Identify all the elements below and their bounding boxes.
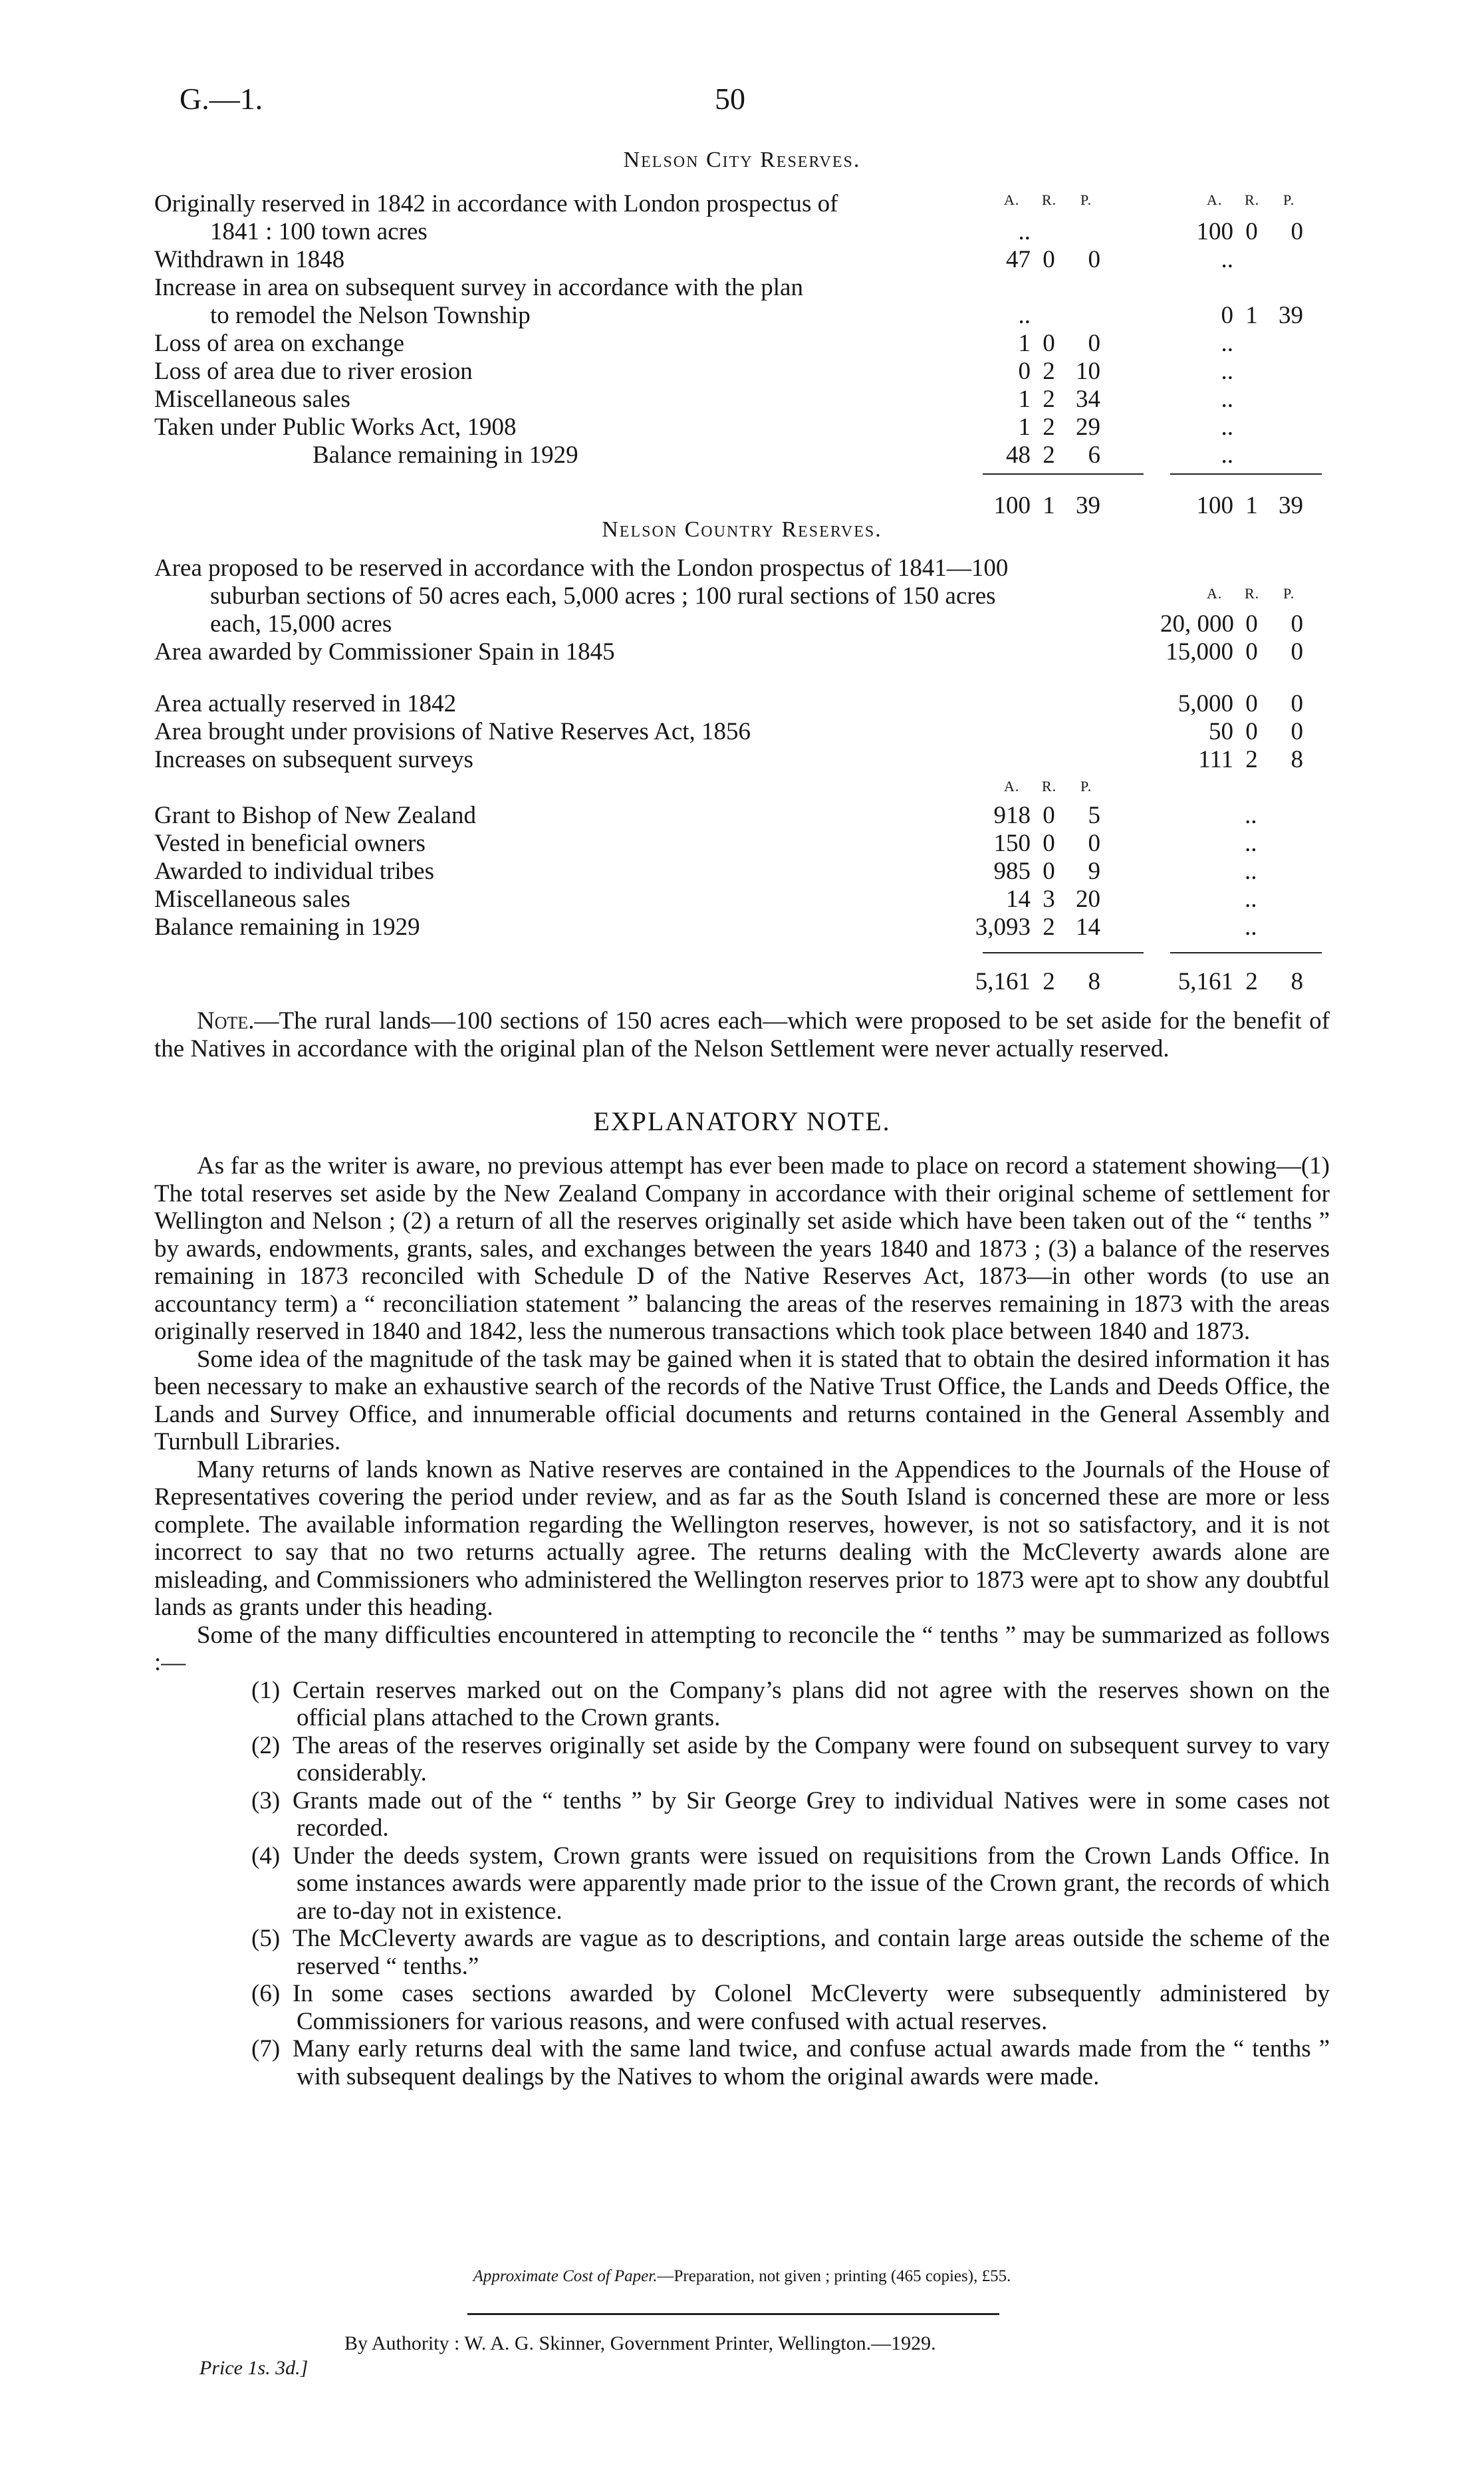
country-row-label: Grant to Bishop of New Zealand — [154, 802, 476, 829]
country-mid-perches: 5 — [1088, 802, 1100, 829]
explanatory-paragraph: Some idea of the magnitude of the task may be gained when it is stated that to obtain the desired information it has been necessary to make an exhaustive search of the records of the Native Trust Office, the Lands and Deeds Office, the Lands and Survey Office, and innumerable official documents and returns contained in the General Assembly and Turnbull Libraries. — [154, 1345, 1330, 1455]
country-proposed-roods: 0 — [1245, 610, 1258, 638]
city-total-rule — [983, 473, 1144, 475]
difficulty-number: (6) — [251, 1980, 281, 2007]
city-total-mid-roods: 1 — [1043, 492, 1055, 519]
city-total-right-acres: 100 — [1196, 492, 1233, 519]
dots-placeholder: .. — [1245, 886, 1257, 913]
col-head-perches: P. — [1080, 191, 1092, 208]
city-mid-roods: 0 — [1043, 330, 1055, 357]
country-spain-acres: 15,000 — [1166, 638, 1233, 666]
city-total-right-perches: 39 — [1279, 492, 1303, 519]
dots-placeholder: .. — [1245, 914, 1257, 941]
difficulty-number: (5) — [251, 1925, 281, 1952]
explanatory-paragraph: Some of the many difficulties encountered in attempting to reconcile the “ tenths ” may be summarized as follows :— — [154, 1621, 1330, 1676]
printer-authority: By Authority : W. A. G. Skinner, Government Printer, Wellington.—1929. — [344, 2332, 936, 2354]
city-right-perches: 39 — [1279, 302, 1303, 329]
city-mid-roods: 0 — [1043, 246, 1055, 273]
city-mid-perches: 29 — [1076, 414, 1100, 441]
cost-label: Approximate Cost of Paper. — [473, 2267, 658, 2285]
country-row-label: Increases on subsequent surveys — [154, 746, 473, 773]
country-right-roods: 0 — [1245, 690, 1258, 717]
country-total-rule — [1170, 952, 1322, 953]
country-mid-roods: 0 — [1043, 830, 1055, 857]
city-mid-acres: 1 — [1018, 386, 1031, 413]
country-right-perches: 0 — [1291, 718, 1303, 745]
difficulty-number: (3) — [251, 1787, 281, 1814]
city-mid-roods: 2 — [1043, 386, 1055, 413]
country-row-label: Vested in beneficial owners — [154, 830, 426, 857]
city-mid-acres: 0 — [1018, 358, 1031, 385]
country-mid-acres: 918 — [993, 802, 1031, 829]
difficulty-number: (4) — [251, 1842, 281, 1870]
city-total-mid-perches: 39 — [1076, 492, 1100, 519]
country-right-roods: 2 — [1245, 746, 1258, 773]
country-row-label: Miscellaneous sales — [154, 886, 350, 913]
difficulty-text: In some cases sections awarded by Colonel McCleverty were subsequently administered by Commissioners for various reasons, and were confused with actual reserves. — [293, 1980, 1330, 2035]
country-row-label: Area actually reserved in 1842 — [154, 690, 457, 717]
country-row-label: Balance remaining in 1929 — [154, 914, 420, 941]
city-mid-perches: 0 — [1088, 330, 1100, 357]
city-mid-acres: .. — [1018, 218, 1031, 245]
city-right-acres: .. — [1221, 358, 1233, 385]
col-head-perches: P. — [1283, 191, 1295, 208]
difficulty-item — [154, 1677, 1330, 1732]
country-mid-acres: 150 — [993, 830, 1031, 857]
difficulty-item — [154, 1732, 1330, 1787]
city-right-acres: 0 — [1221, 302, 1233, 329]
country-proposed-perches: 0 — [1291, 610, 1303, 638]
city-row-label: Loss of area on exchange — [154, 330, 404, 357]
city-row-label-cont: to remodel the Nelson Township — [210, 302, 531, 329]
city-right-acres: .. — [1221, 414, 1233, 441]
city-row-label: Loss of area due to river erosion — [154, 358, 473, 385]
explanatory-body — [154, 1152, 1330, 2090]
difficulty-text: Many early returns deal with the same land twice, and confuse actual awards made from the “ tenths ” with subsequent dealings by the Natives to whom the original awards were made. — [293, 2035, 1330, 2090]
cost-of-paper — [0, 2267, 1484, 2286]
city-row-label: Taken under Public Works Act, 1908 — [154, 414, 517, 441]
country-proposed-label: Area proposed to be reserved in accordance with the London prospectus of 1841—100 — [154, 555, 1009, 582]
country-spain-label: Area awarded by Commissioner Spain in 1845 — [154, 638, 615, 666]
difficulty-text: The areas of the reserves originally set aside by the Company were found on subsequent survey to vary considerably. — [293, 1731, 1330, 1787]
col-head-perches: P. — [1283, 585, 1295, 602]
country-right-perches: 0 — [1291, 690, 1303, 717]
city-total-mid-acres: 100 — [993, 492, 1031, 519]
country-right-acres: 5,000 — [1177, 690, 1233, 717]
dots-placeholder: .. — [1245, 858, 1257, 885]
country-mid-acres: 985 — [993, 858, 1031, 885]
city-row-label: Increase in area on subsequent survey in accordance with the plan — [154, 274, 803, 301]
country-row-label: Area brought under provisions of Native Reserves Act, 1856 — [154, 718, 751, 745]
col-head-roods: R. — [1042, 778, 1057, 795]
city-mid-acres: 47 — [1006, 246, 1031, 273]
country-mid-roods: 3 — [1043, 886, 1055, 913]
country-mid-perches: 9 — [1088, 858, 1100, 885]
country-row-label: Awarded to individual tribes — [154, 858, 434, 885]
country-total-mid-acres: 5,161 — [975, 968, 1031, 995]
city-mid-perches: 34 — [1076, 386, 1100, 413]
col-head-roods: R. — [1042, 191, 1057, 208]
col-head-acres: A. — [1207, 191, 1223, 208]
city-mid-perches: 10 — [1076, 358, 1100, 385]
country-proposed-acres: 20, 000 — [1160, 610, 1234, 638]
country-total-right-roods: 2 — [1245, 968, 1258, 995]
difficulty-text: Certain reserves marked out on the Company’s plans did not agree with the reserves shown on the official plans attached to the Crown grants. — [293, 1676, 1330, 1731]
explanatory-paragraph: As far as the writer is aware, no previous attempt has ever been made to place on record a statement showing—(1) The total reserves set aside by the New Zealand Company in accordance with their original scheme of settlement for Wellington and Nelson ; (2) a return of all the reserves originally set aside which have been taken out of the “ tenths ” by awards, endowments, grants, sales, and exchanges between the years 1840 and 1873 ; (3) a balance of the reserves remaining in 1873 reconciled with Schedule D of the Native Reserves Act, 1873—in other words (to use an accountancy term) a “ reconciliation statement ” balancing the areas of the reserves remaining in 1873 with the areas originally reserved in 1840 and 1842, less the numerous transactions which took place between 1840 and 1873. — [154, 1152, 1330, 1345]
country-proposed-label: each, 15,000 acres — [210, 610, 392, 638]
country-mid-perches: 20 — [1076, 886, 1100, 913]
city-right-acres: .. — [1221, 330, 1233, 357]
col-head-roods: R. — [1245, 191, 1260, 208]
footer-rule — [467, 2313, 999, 2315]
country-spain-roods: 0 — [1245, 638, 1258, 666]
country-total-rule — [983, 952, 1144, 953]
col-head-roods: R. — [1245, 585, 1260, 602]
dots-placeholder: .. — [1245, 802, 1257, 829]
country-total-right-acres: 5,161 — [1177, 968, 1233, 995]
country-mid-perches: 14 — [1076, 914, 1100, 941]
difficulty-number: (2) — [251, 1731, 281, 1759]
city-row-label: Originally reserved in 1842 in accordance with London prospectus of — [154, 190, 838, 217]
city-row-label: Balance remaining in 1929 — [312, 441, 578, 469]
country-note — [154, 1007, 1330, 1062]
city-row-label-cont: 1841 : 100 town acres — [210, 218, 428, 245]
city-mid-acres: 48 — [1006, 441, 1031, 469]
col-head-acres: A. — [1004, 191, 1020, 208]
country-total-mid-roods: 2 — [1043, 968, 1055, 995]
country-mid-acres: 14 — [1006, 886, 1031, 913]
city-mid-roods: 2 — [1043, 358, 1055, 385]
difficulty-item — [154, 1787, 1330, 1842]
city-mid-roods: 2 — [1043, 441, 1055, 469]
dots-placeholder: .. — [1245, 830, 1257, 857]
country-mid-roods: 2 — [1043, 914, 1055, 941]
page-number: 50 — [715, 82, 745, 116]
note-label: Note. — [197, 1007, 255, 1035]
country-total-mid-perches: 8 — [1088, 968, 1100, 995]
city-right-perches: 0 — [1291, 218, 1303, 245]
city-total-rule — [1170, 473, 1322, 475]
country-mid-roods: 0 — [1043, 802, 1055, 829]
country-right-acres: 111 — [1198, 746, 1233, 773]
city-mid-acres: 1 — [1018, 330, 1031, 357]
country-spain-perches: 0 — [1291, 638, 1303, 666]
city-mid-roods: 2 — [1043, 414, 1055, 441]
country-mid-acres: 3,093 — [975, 914, 1031, 941]
city-right-acres: .. — [1221, 441, 1233, 469]
col-head-perches: P. — [1080, 778, 1092, 795]
country-reserves-title: Nelson Country Reserves. — [602, 517, 882, 542]
city-right-roods: 0 — [1245, 218, 1258, 245]
city-right-acres: .. — [1221, 386, 1233, 413]
document-reference: G.—1. — [180, 82, 263, 116]
difficulty-text: The McCleverty awards are vague as to descriptions, and contain large areas outside the scheme of the reserved “ tenths.” — [293, 1925, 1330, 1980]
city-mid-acres: 1 — [1018, 414, 1031, 441]
city-row-label: Miscellaneous sales — [154, 386, 350, 413]
country-mid-perches: 0 — [1088, 830, 1100, 857]
explanatory-title: EXPLANATORY NOTE. — [593, 1106, 891, 1136]
explanatory-paragraph: Many returns of lands known as Native reserves are contained in the Appendices to the Journals of the House of Representatives covering the period under review, and as far as the South Island is concerned these are more or less complete. The available information regarding the Wellington reserves, however, is not so satisfactory, and it is not incorrect to say that no two returns actually agree. The returns dealing with the McCleverty awards alone are misleading, and Commissioners who administered the Wellington reserves prior to 1873 were apt to show any doubtful lands as grants under this heading. — [154, 1455, 1330, 1621]
city-total-right-roods: 1 — [1245, 492, 1258, 519]
price: Price 1s. 3d.] — [199, 2357, 309, 2379]
note-text: —The rural lands—100 sections of 150 acres each—which were proposed to be set aside for the benefit of the Natives in accordance with the original plan of the Nelson Settlement were never actually reserved. — [154, 1007, 1330, 1062]
difficulty-item — [154, 1842, 1330, 1925]
country-proposed-label: suburban sections of 50 acres each, 5,000 acres ; 100 rural sections of 150 acres — [210, 582, 996, 610]
country-right-perches: 8 — [1291, 746, 1303, 773]
city-mid-acres: .. — [1018, 302, 1031, 329]
difficulty-text: Grants made out of the “ tenths ” by Sir George Grey to individual Natives were in some cases not recorded. — [293, 1787, 1330, 1842]
col-head-acres: A. — [1207, 585, 1223, 602]
country-total-right-perches: 8 — [1291, 968, 1303, 995]
difficulty-number: (1) — [251, 1676, 281, 1704]
difficulty-number: (7) — [251, 2035, 281, 2062]
difficulty-text: Under the deeds system, Crown grants were issued on requisitions from the Crown Lands Office. In some instances awards were apparently made prior to the issue of the Crown grant, the records of which are to-day not in existence. — [293, 1842, 1330, 1925]
difficulties-list — [154, 1677, 1330, 2091]
city-row-label: Withdrawn in 1848 — [154, 246, 345, 273]
country-mid-roods: 0 — [1043, 858, 1055, 885]
city-right-roods: 1 — [1245, 302, 1258, 329]
city-mid-perches: 0 — [1088, 246, 1100, 273]
city-reserves-title: Nelson City Reserves. — [623, 148, 861, 172]
city-right-acres: .. — [1221, 246, 1233, 273]
difficulty-item — [154, 2035, 1330, 2090]
difficulty-item — [154, 1980, 1330, 2035]
col-head-acres: A. — [1004, 778, 1020, 795]
difficulty-item — [154, 1925, 1330, 1980]
country-right-roods: 0 — [1245, 718, 1258, 745]
city-mid-perches: 6 — [1088, 441, 1100, 469]
country-right-acres: 50 — [1209, 718, 1233, 745]
cost-text: —Preparation, not given ; printing (465 copies), £55. — [657, 2267, 1011, 2285]
city-right-acres: 100 — [1196, 218, 1233, 245]
